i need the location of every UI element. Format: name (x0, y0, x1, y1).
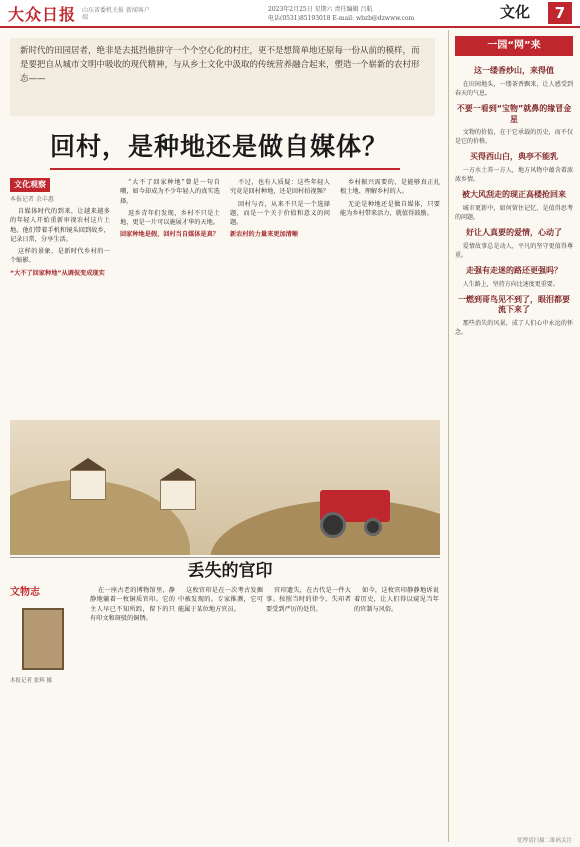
paragraph: “大不了回家种地”曾是一句自嘲，如今却成为不少年轻人的真实选择。 (120, 179, 220, 205)
section-divider (10, 557, 440, 558)
paragraph: 这样的景象，是新时代乡村的一个缩影。 (10, 248, 110, 265)
tractor-wheel (320, 512, 346, 538)
lede-paragraph: 新时代的田园居者，绝非是去抵挡他拼守一个个空心化的村庄，更不是想简单地还原每一份从前的模样，而是要把自从城市文明中吸收的现代精神，与从乡土文化中汲取的传统营养融合起来，塑造一个崭新的农村形态—— (10, 38, 435, 116)
seal-image (22, 608, 64, 670)
story-column-3 (230, 178, 330, 418)
sidebar-item-title: 一燃到哥鸟见不到了，眼泪都要流下来了 (458, 294, 570, 315)
story-column-4 (340, 178, 440, 418)
sidebar-item-title: 被大风刮走的现正高楼抢回来 (462, 190, 566, 200)
seal-panel (10, 586, 80, 836)
subhead: “大不了回家种地”从调侃变成现实 (10, 269, 105, 277)
section-title: 文化 (500, 3, 531, 21)
column-label: 文物志 (10, 587, 40, 598)
story2-column-2 (178, 586, 263, 836)
paragraph: 在一座古老的博物馆里，静静地躺着一枚铜质官印。它的主人早已不知所踪，留下的只有印文和斑驳的铜锈。 (90, 587, 175, 622)
sidebar-item-title: 好让人真要的爱情，心动了 (466, 227, 562, 237)
page-headline: 回村，是种地还是做自媒体？ (50, 132, 389, 161)
column-badge: 文化观察 (10, 178, 50, 192)
date-line: 2023年2月25日 星期六 责任编辑 吕航 (268, 6, 373, 13)
headline-rule (50, 168, 400, 170)
paragraph: 官印遗失，在古代是一件大事。按照当时的律令，失印者要受到严厉的处罚。 (266, 587, 351, 613)
story-column-2 (120, 178, 220, 418)
sidebar-item-title: 买得西山白，典亭不能乳 (470, 152, 558, 162)
sidebar-item-text: 爱情故事总是动人，平凡的坚守更值得尊重。 (455, 242, 573, 259)
subhead: 新农村的力量来更加清晰 (230, 231, 299, 239)
sidebar-item-text: 人生路上，坚持方向比速度更重要。 (462, 280, 559, 288)
sidebar-body (455, 60, 573, 835)
sidebar-item-text: 那些消失的风景，成了人们心中永远的怀念。 (455, 320, 573, 337)
story-text (10, 178, 440, 418)
page-footer: 优博请扫描二维码关注 (516, 838, 572, 844)
sidebar (448, 30, 578, 842)
brand-subtitle: 山东省委机关报 新闻客户端 (82, 7, 150, 22)
brand-logo: 大众日报 (8, 5, 77, 24)
story-column-1 (10, 178, 110, 418)
main-column (0, 30, 445, 842)
photo-caption: 本报记者 张辉 摄 (10, 678, 52, 684)
story2-column-4 (354, 586, 439, 836)
sidebar-item-title: 这一缕香炒山，来得值 (474, 66, 554, 75)
sidebar-header: 一园“网”来 (455, 36, 573, 56)
byline: 本报记者 余丰惠 (10, 196, 54, 203)
paragraph: 乡村振兴需要的，是能够真正扎根土地、理解乡村的人。 (340, 179, 440, 196)
paragraph: 自媒体时代的到来，让越来越多的年轻人开始重新审视农村这片土地。他们带着手机和镜头回到故乡，记录日常，分享生活。 (10, 208, 110, 243)
story2-column-1 (90, 586, 175, 836)
sidebar-item-title: 不要一看到“宝物”就鼻的缘冒金星 (456, 103, 572, 124)
sidebar-item-text: 城市更新中，如何留住记忆，是值得思考的问题。 (455, 204, 573, 221)
sidebar-item-title: 走强有走迷的路还更强吗？ (466, 265, 562, 275)
rural-illustration (10, 420, 440, 555)
paragraph: 回村与否，从来不只是一个选择题，而是一个关于价值和意义的问题。 (230, 200, 330, 227)
house-roof (160, 468, 196, 480)
tractor-wheel (364, 518, 382, 536)
paragraph: 这枚官印是在一次考古发掘中被发现的。专家推测，它可能属于某位地方官员。 (178, 587, 263, 613)
paragraph: 返乡青年们发现，乡村不只是土地，更是一片可以施展才华的天地。 (120, 209, 220, 227)
paragraph: 无论是种地还是做自媒体，只要能为乡村带来活力，就值得鼓励。 (340, 200, 440, 217)
paragraph: 不过，也有人质疑：这些年轻人究竟是回村种地，还是回村拍视频？ (230, 179, 330, 196)
story2-headline: 丢失的官印 (187, 561, 273, 581)
subhead: 回家种地是假，回村当自媒体是真？ (120, 231, 219, 239)
house (160, 480, 196, 510)
masthead (0, 0, 580, 28)
paragraph: 如今，这枚官印静静地诉说着历史，让人们得以窥见当年的官制与风俗。 (354, 587, 439, 613)
story2-column-3 (266, 586, 351, 836)
house-roof (70, 458, 106, 470)
sidebar-item-text: 一方水土养一方人，地方风物中蕴含着浓浓乡情。 (455, 167, 573, 184)
contact-line: 电话(0531)85193018 E-mail: wbzb@dzwww.com (268, 15, 415, 22)
sidebar-item-text: 文物的价值，在于它承载的历史，而不仅是它的价格。 (455, 129, 573, 146)
sidebar-item-text: 在田间地头，一缕茶香飘来，让人感受到春天的气息。 (455, 80, 573, 97)
house (70, 470, 106, 500)
story2 (10, 586, 440, 836)
page-number: 7 (548, 2, 572, 24)
